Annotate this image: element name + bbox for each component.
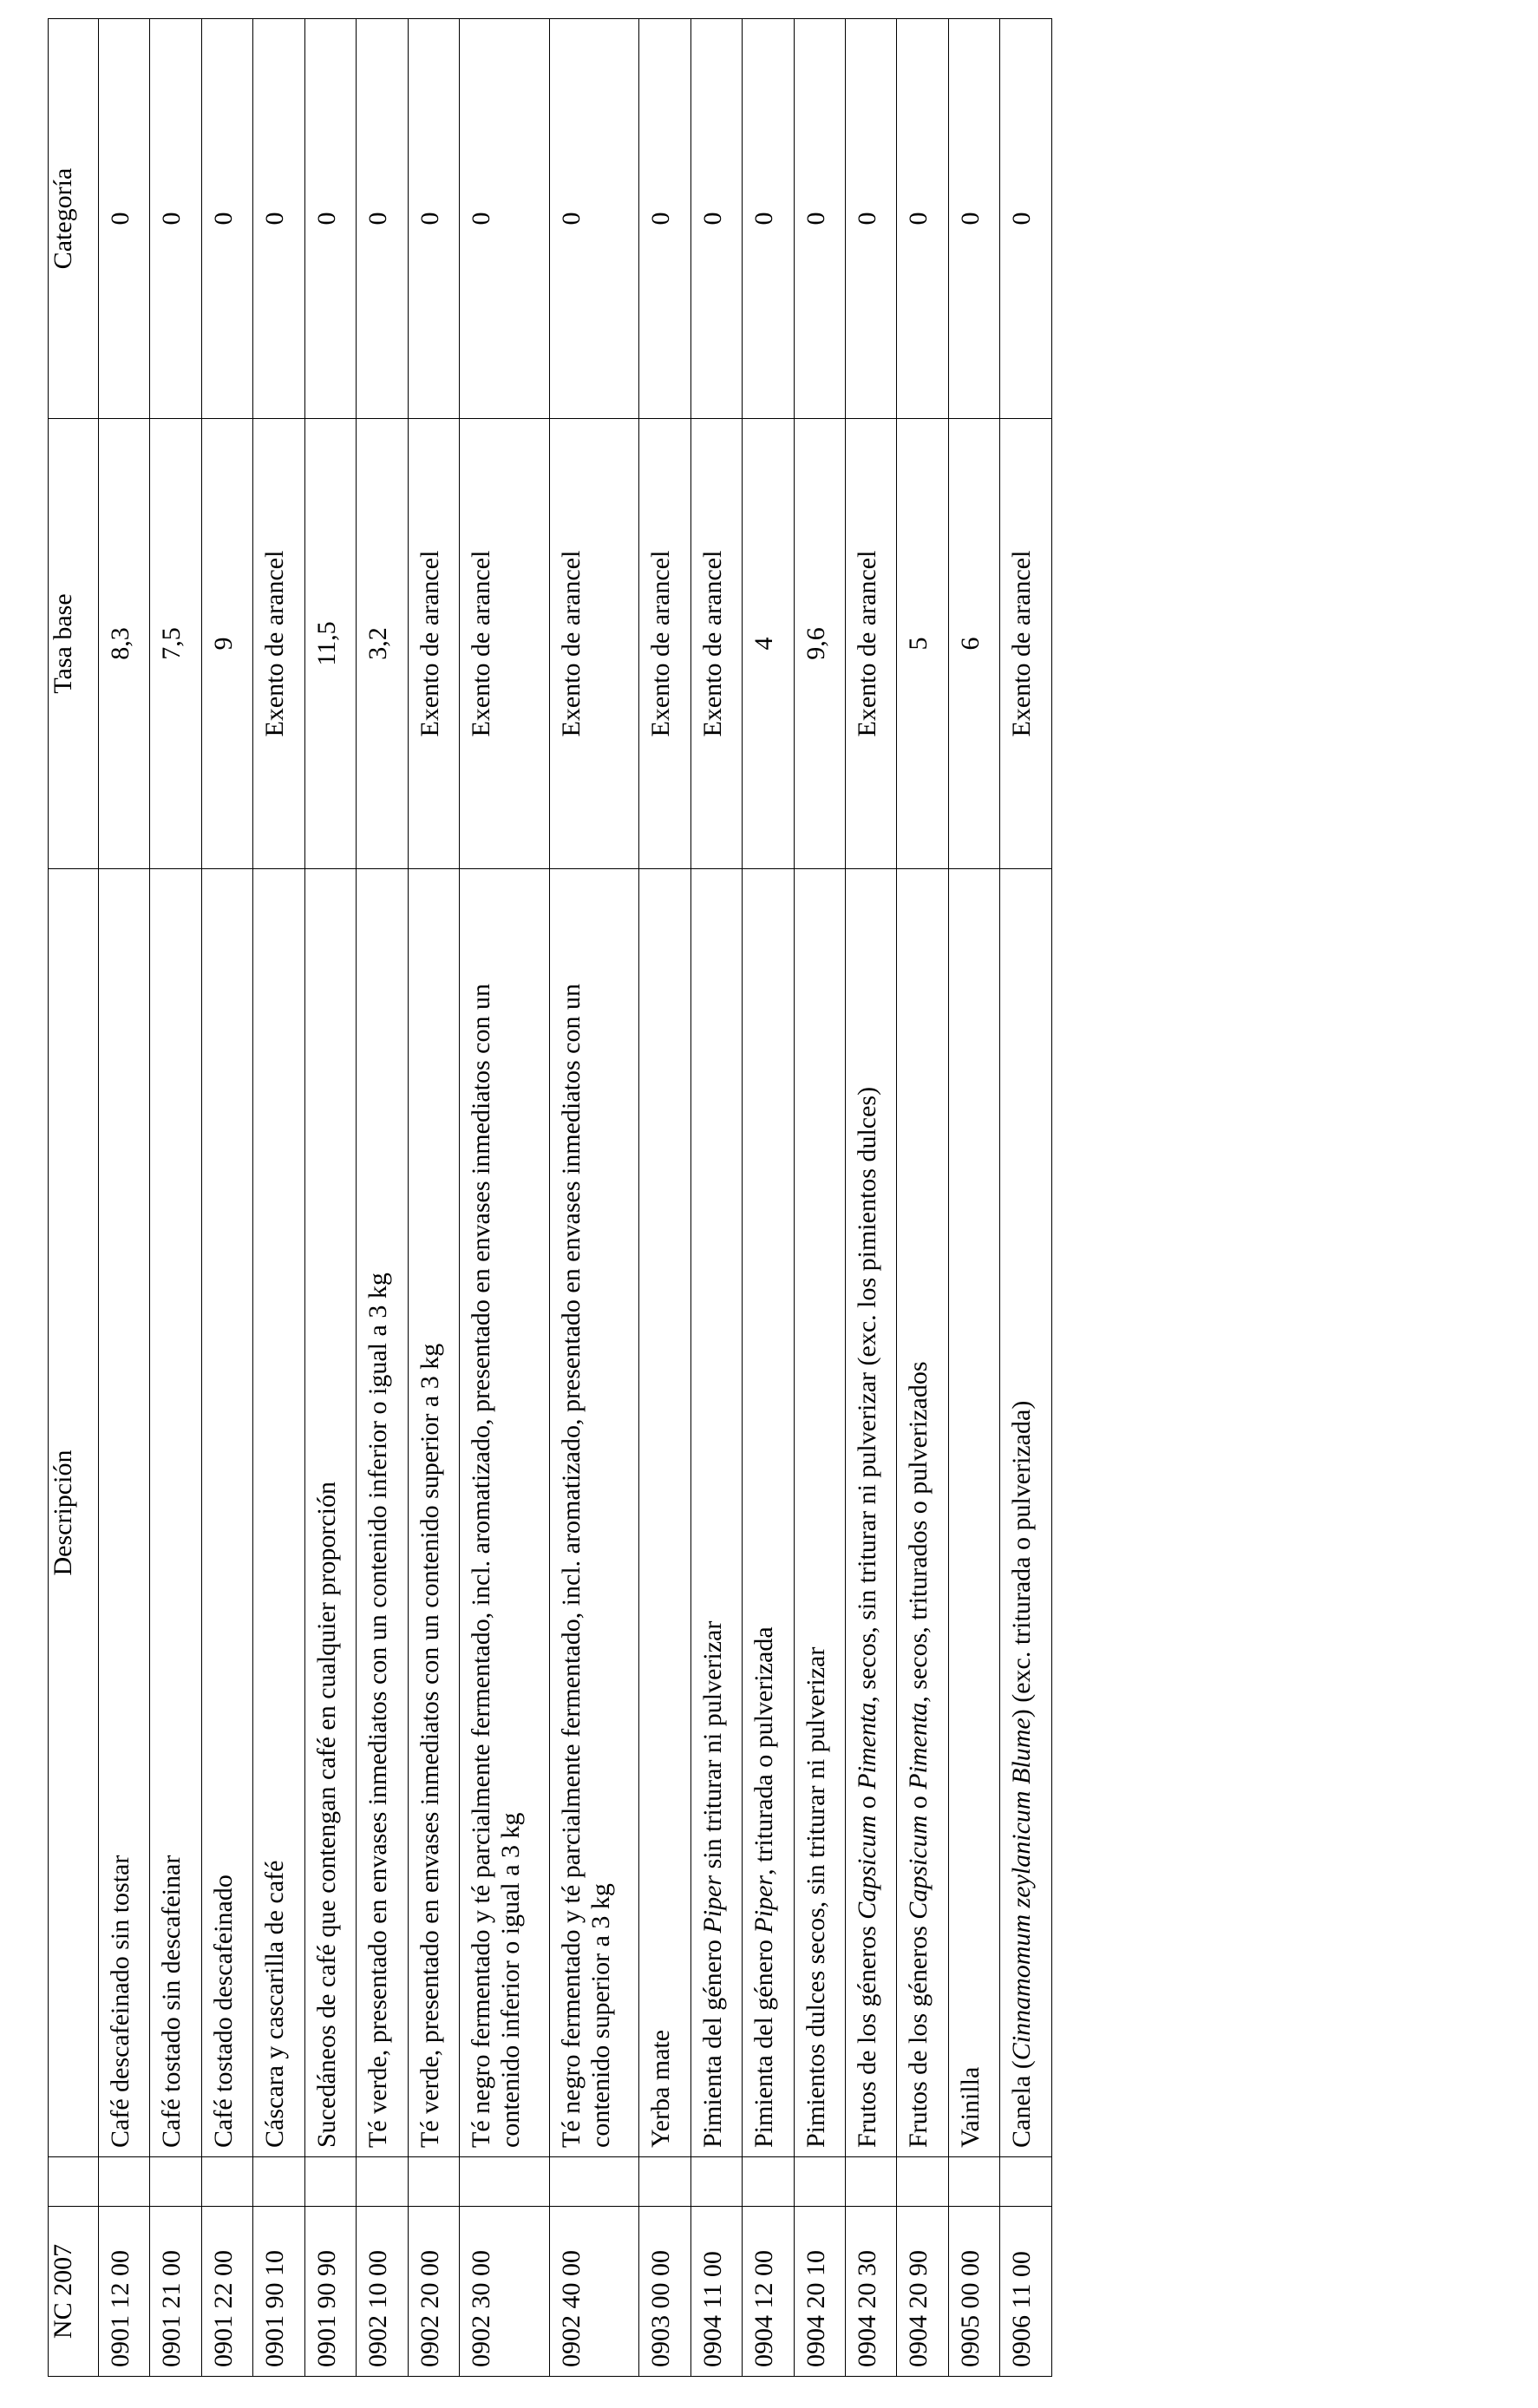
- cell-blank: [1000, 2157, 1052, 2207]
- cell-category: 0: [794, 19, 845, 419]
- description-segment: Piper: [697, 1875, 727, 1934]
- cell-rate: 8,3: [99, 419, 150, 869]
- cell-blank: [99, 2157, 150, 2207]
- cell-rate: Exento de arancel: [408, 419, 459, 869]
- cell-rate: Exento de arancel: [639, 419, 690, 869]
- cell-rate: Exento de arancel: [253, 419, 304, 869]
- cell-description: [690, 869, 742, 2157]
- cell-code: 0902 30 00: [460, 2207, 550, 2377]
- cell-code: 0901 21 00: [150, 2207, 201, 2377]
- description-segment: Pimenta: [852, 1702, 881, 1790]
- description-segment: Té verde, presentado en envases inmediatos con un contenido inferior o igual a 3 kg: [363, 1273, 393, 2148]
- table-body: [99, 19, 1052, 2377]
- cell-code: 0904 20 10: [794, 2207, 845, 2377]
- cell-description: [304, 869, 356, 2157]
- cell-category: 0: [304, 19, 356, 419]
- cell-code: 0902 10 00: [357, 2207, 408, 2377]
- table-header-row: [49, 19, 99, 2377]
- description-segment: Café tostado sin descafeinar: [157, 1855, 187, 2148]
- cell-code: 0904 12 00: [743, 2207, 794, 2377]
- cell-description: [150, 869, 201, 2157]
- cell-description: [948, 869, 999, 2157]
- cell-code: 0905 00 00: [948, 2207, 999, 2377]
- cell-category: 0: [549, 19, 639, 419]
- cell-description: [845, 869, 896, 2157]
- description-segment: Pimienta del género: [697, 1933, 727, 2148]
- cell-description: [794, 869, 845, 2157]
- cell-description: [897, 869, 948, 2157]
- cell-rate: Exento de arancel: [845, 419, 896, 869]
- cell-blank: [201, 2157, 252, 2207]
- cell-rate: 6: [948, 419, 999, 869]
- description-segment: ) (exc. triturada o pulverizada): [1007, 1400, 1037, 1718]
- description-segment: , secos, triturados o pulverizados: [904, 1361, 933, 1703]
- description-segment: sin triturar ni pulverizar: [697, 1620, 727, 1875]
- cell-description: [201, 869, 252, 2157]
- description-segment: Frutos de los géneros: [852, 1919, 881, 2148]
- cell-blank: [408, 2157, 459, 2207]
- table-row: [948, 19, 999, 2377]
- table-row: [897, 19, 948, 2377]
- header-description: Descripción: [49, 869, 99, 2157]
- cell-code: 0901 90 90: [304, 2207, 356, 2377]
- cell-blank: [897, 2157, 948, 2207]
- table-row: [304, 19, 356, 2377]
- description-segment: Té negro fermentado y té parcialmente fermentado, incl. aromatizado, presentado en envases inmediatos con un contenido inferior o igual a 3 kg: [467, 984, 526, 2148]
- description-segment: Pimientos dulces secos, sin triturar ni pulverizar: [801, 1646, 830, 2148]
- cell-blank: [549, 2157, 639, 2207]
- description-segment: Té verde, presentado en envases inmediatos con un contenido superior a 3 kg: [415, 1343, 444, 2148]
- cell-code: 0904 20 30: [845, 2207, 896, 2377]
- table-row: [150, 19, 201, 2377]
- description-segment: Pimenta: [904, 1702, 933, 1790]
- cell-code: 0903 00 00: [639, 2207, 690, 2377]
- cell-blank: [794, 2157, 845, 2207]
- cell-category: 0: [845, 19, 896, 419]
- cell-blank: [948, 2157, 999, 2207]
- description-segment: o: [904, 1789, 933, 1816]
- header-code: NC 2007: [49, 2207, 99, 2377]
- table-row: [408, 19, 459, 2377]
- cell-rate: Exento de arancel: [460, 419, 550, 869]
- cell-code: 0904 20 90: [897, 2207, 948, 2377]
- table-row: [743, 19, 794, 2377]
- cell-category: 0: [408, 19, 459, 419]
- description-segment: Vainilla: [955, 2066, 985, 2148]
- cell-category: 0: [1000, 19, 1052, 419]
- description-segment: Capsicum: [904, 1815, 933, 1920]
- description-segment: o: [852, 1789, 881, 1816]
- table-row: [460, 19, 550, 2377]
- cell-category: 0: [357, 19, 408, 419]
- cell-blank: [639, 2157, 690, 2207]
- cell-blank: [690, 2157, 742, 2207]
- description-segment: Capsicum: [852, 1815, 881, 1920]
- cell-rate: 5: [897, 419, 948, 869]
- cell-code: 0901 90 10: [253, 2207, 304, 2377]
- description-segment: , triturada o pulverizada: [749, 1626, 779, 1875]
- table-row: [794, 19, 845, 2377]
- table-row: [357, 19, 408, 2377]
- cell-blank: [357, 2157, 408, 2207]
- cell-blank: [460, 2157, 550, 2207]
- description-segment: Piper: [749, 1875, 779, 1934]
- description-segment: Sucedáneos de café que contengan café en cualquier proporción: [311, 1482, 341, 2148]
- description-segment: Frutos de los géneros: [904, 1919, 933, 2148]
- cell-category: 0: [948, 19, 999, 419]
- table-row: [845, 19, 896, 2377]
- header-rate: Tasa base: [49, 419, 99, 869]
- description-segment: Canela (: [1007, 2060, 1037, 2148]
- cell-category: 0: [150, 19, 201, 419]
- cell-rate: 3,2: [357, 419, 408, 869]
- cell-code: 0901 22 00: [201, 2207, 252, 2377]
- description-segment: Café tostado descafeinado: [208, 1875, 238, 2148]
- cell-description: [99, 869, 150, 2157]
- description-segment: Pimienta del género: [749, 1933, 779, 2148]
- cell-category: 0: [743, 19, 794, 419]
- cell-description: [408, 869, 459, 2157]
- cell-rate: Exento de arancel: [690, 419, 742, 869]
- cell-rate: 7,5: [150, 419, 201, 869]
- cell-category: 0: [897, 19, 948, 419]
- cell-rate: Exento de arancel: [1000, 419, 1052, 869]
- cell-rate: 11,5: [304, 419, 356, 869]
- cell-rate: 4: [743, 419, 794, 869]
- description-segment: Cinnamomum zeylanicum Blume: [1007, 1718, 1037, 2061]
- cell-rate: 9: [201, 419, 252, 869]
- cell-description: [549, 869, 639, 2157]
- cell-category: 0: [460, 19, 550, 419]
- cell-blank: [845, 2157, 896, 2207]
- header-blank: [49, 2157, 99, 2207]
- tariff-table-rotated: [48, 19, 1052, 2377]
- table-row: [201, 19, 252, 2377]
- cell-blank: [253, 2157, 304, 2207]
- cell-category: 0: [99, 19, 150, 419]
- table-row: [99, 19, 150, 2377]
- cell-description: [743, 869, 794, 2157]
- header-category: Categoría: [49, 19, 99, 419]
- table-row: [253, 19, 304, 2377]
- description-segment: Yerba mate: [646, 2029, 676, 2148]
- cell-code: 0902 20 00: [408, 2207, 459, 2377]
- cell-description: [1000, 869, 1052, 2157]
- tariff-table: [48, 18, 1052, 2377]
- description-segment: , secos, sin triturar ni pulverizar (exc. los pimientos dulces): [852, 1086, 881, 1703]
- description-segment: Café descafeinado sin tostar: [106, 1855, 134, 2148]
- cell-description: [460, 869, 550, 2157]
- cell-blank: [150, 2157, 201, 2207]
- table-row: [549, 19, 639, 2377]
- description-segment: Cáscara y cascarilla de café: [260, 1860, 290, 2148]
- cell-code: 0904 11 00: [690, 2207, 742, 2377]
- cell-rate: 9,6: [794, 419, 845, 869]
- cell-code: 0902 40 00: [549, 2207, 639, 2377]
- table-row: [639, 19, 690, 2377]
- table-row: [690, 19, 742, 2377]
- cell-category: 0: [201, 19, 252, 419]
- cell-blank: [743, 2157, 794, 2207]
- cell-category: 0: [253, 19, 304, 419]
- cell-category: 0: [639, 19, 690, 419]
- description-segment: Té negro fermentado y té parcialmente fermentado, incl. aromatizado, presentado en envases inmediatos con un contenido superior a 3 kg: [556, 984, 615, 2148]
- cell-description: [253, 869, 304, 2157]
- cell-category: 0: [690, 19, 742, 419]
- cell-code: 0901 12 00: [99, 2207, 150, 2377]
- cell-rate: Exento de arancel: [549, 419, 639, 869]
- cell-code: 0906 11 00: [1000, 2207, 1052, 2377]
- table-row: [1000, 19, 1052, 2377]
- cell-description: [357, 869, 408, 2157]
- cell-blank: [304, 2157, 356, 2207]
- cell-description: [639, 869, 690, 2157]
